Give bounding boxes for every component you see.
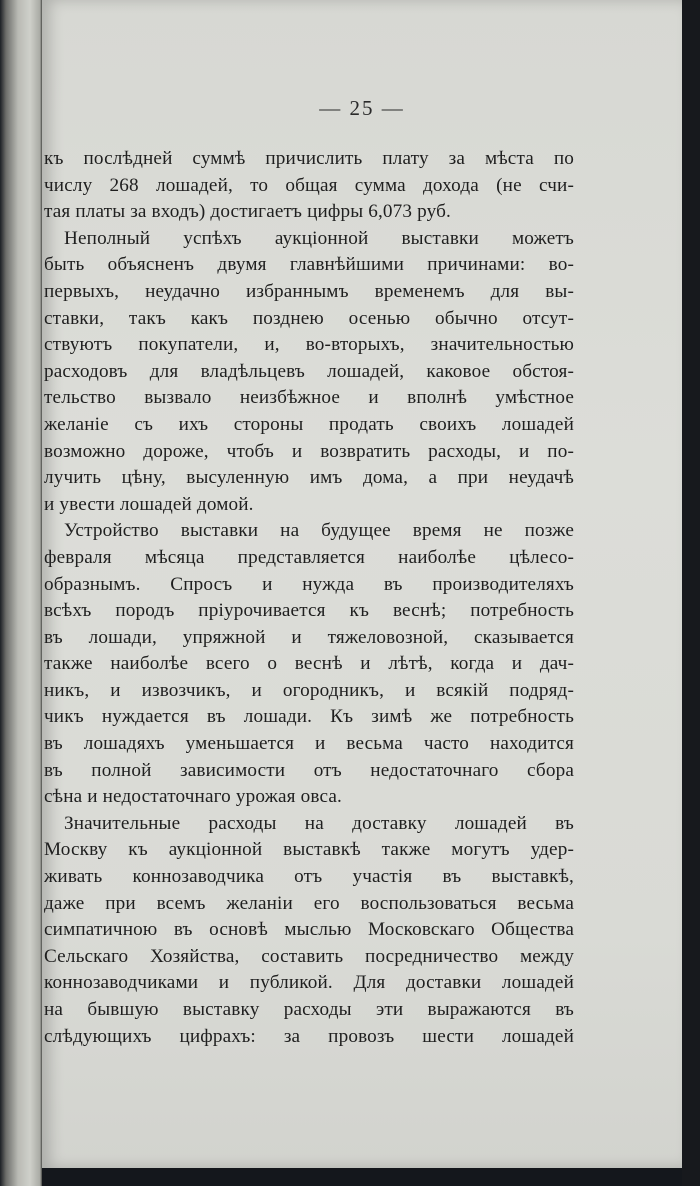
previous-page-text-fragments — [0, 100, 36, 820]
text-line: числу 268 лошадей, то общая сумма дохода (не счи- — [44, 174, 574, 196]
text-line: слѣдующихъ цифрахъ: за провозъ шести лошадей — [44, 1025, 574, 1047]
text-line: расходовъ для владѣльцевъ лошадей, каковое обстоя- — [44, 360, 574, 382]
text-line: въ полной зависимости отъ недостаточнаго сбора — [44, 759, 574, 781]
text-line: февраля мѣсяца представляется наиболѣе цѣлесо- — [44, 546, 574, 568]
text-line: желаніе съ ихъ стороны продать своихъ лошадей — [44, 413, 574, 435]
text-line: тая платы за входъ) достигаетъ цифры 6,073 руб. — [44, 201, 451, 223]
text-line: даже при всемъ желаніи его воспользоваться весьма — [44, 892, 574, 914]
text-line: также наиболѣе всего о веснѣ и лѣтѣ, когда и дач- — [44, 653, 574, 675]
text-line: быть объясненъ двумя главнѣйшими причинами: во- — [44, 254, 574, 276]
text-line: коннозаводчиками и публикой. Для доставки лошадей — [44, 972, 574, 994]
text-line: сѣна и недостаточнаго урожая овса. — [44, 786, 342, 808]
text-line: возможно дороже, чтобъ и возвратить расходы, и по- — [44, 440, 574, 462]
text-line: симпатичною въ основѣ мыслью Московскаго Общества — [44, 919, 574, 941]
text-line: Значительные расходы на доставку лошадей въ — [64, 812, 574, 834]
text-line: чикъ нуждается въ лошади. Къ зимѣ же потребность — [44, 706, 574, 728]
text-line: въ лошади, упряжной и тяжеловозной, сказывается — [44, 626, 574, 648]
text-line: ставки, такъ какъ позднею осенью обычно отсут- — [44, 307, 574, 329]
text-line: и увести лошадей домой. — [44, 493, 254, 515]
text-line: ствуютъ покупатели, и, во-вторыхъ, значительностью — [44, 334, 574, 356]
text-line: лучить цѣну, высуленную имъ дома, а при неудачѣ — [44, 467, 574, 489]
text-line: Устройство выставки на будущее время не позже — [64, 520, 574, 542]
text-line: первыхъ, неудачно избраннымъ временемъ для вы- — [44, 280, 574, 302]
text-fragment — [3, 120, 33, 130]
text-line: живать коннозаводчика отъ участія въ выставкѣ, — [44, 866, 574, 888]
page-number: — 25 — — [319, 96, 405, 120]
text-line: Москву къ аукціонной выставкѣ также могутъ удер- — [44, 839, 574, 861]
text-line: всѣхъ породъ пріурочивается къ веснѣ; потребность — [44, 600, 574, 622]
previous-page-edge — [0, 0, 42, 1186]
text-line: на бывшую выставку расходы эти выражаются въ — [44, 999, 574, 1020]
text-line: никъ, и извозчикъ, и огородникъ, и всякій подряд- — [44, 679, 574, 701]
text-line: Сельскаго Хозяйства, составить посредничество между — [44, 945, 574, 967]
text-line: образнымъ. Спросъ и нужда въ производителяхъ — [44, 573, 574, 595]
text-line: къ послѣдней суммѣ причислить плату за мѣста по — [44, 148, 574, 169]
text-line: тельство вызвало неизбѣжное и вполнѣ умѣстное — [44, 387, 574, 409]
background-edge — [682, 0, 700, 1186]
book-page — [42, 0, 682, 1168]
text-line: въ лошадяхъ уменьшается и весьма часто находится — [44, 733, 574, 755]
text-line: Неполный успѣхъ аукціонной выставки можетъ — [64, 227, 574, 249]
page-body-text — [42, 146, 574, 1050]
text-fragment — [3, 150, 33, 160]
